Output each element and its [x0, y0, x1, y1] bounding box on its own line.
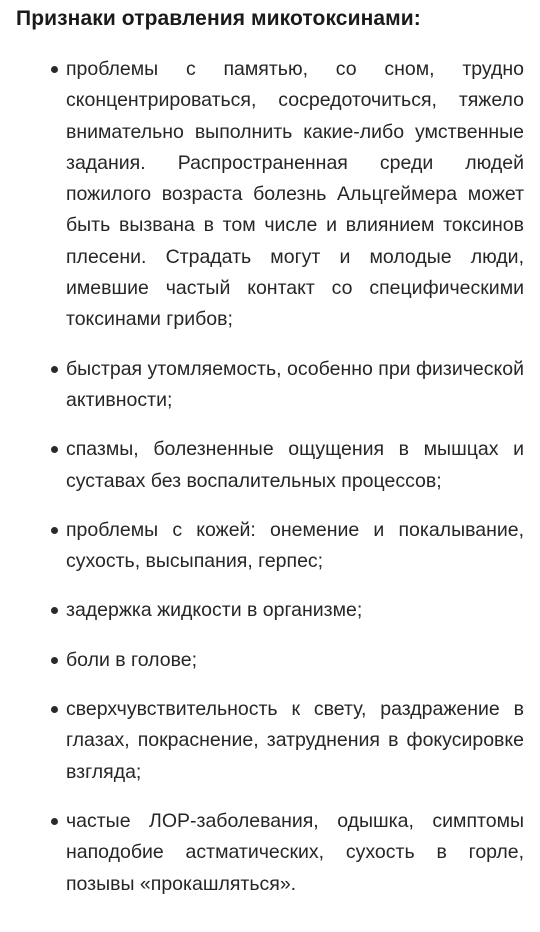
list-item: [16, 354, 524, 417]
list-item: [16, 434, 524, 497]
list-item-text: задержка жидкости в организме;: [66, 599, 363, 622]
list-item-text: сверхчувствительность к свету, раздражение в глазах, покраснение, затруднения в фокусировке взгляда;: [66, 698, 524, 783]
list-item-text: спазмы, болезненные ощущения в мышцах и суставах без воспалительных процессов;: [66, 438, 524, 492]
bullet-icon: [51, 607, 58, 614]
bullet-icon: [51, 366, 58, 373]
bullet-icon: [51, 657, 58, 664]
bullet-icon: [51, 818, 58, 825]
symptom-list: [16, 54, 524, 900]
list-item-text: проблемы с кожей: онемение и покалывание, сухость, высыпания, герпес;: [66, 518, 524, 573]
bullet-icon: [51, 706, 58, 713]
bullet-icon: [51, 66, 58, 73]
list-item: [16, 694, 524, 788]
list-item: [16, 645, 524, 676]
list-item-text: быстрая утомляемость, особенно при физической активности;: [66, 357, 524, 411]
list-item: [16, 595, 524, 626]
list-item-text: проблемы с памятью, со сном, трудно сконцентрироваться, сосредоточиться, тяжело внимательно выполнить какие-либо умственные задания. Распространенная среди людей пожилого возраста болезнь Альцгеймера может быть вызвана в том числе и влиянием токсинов плесени. Страдать могут и молодые люди, имевшие частый контакт со специфическими токсинами грибов;: [66, 58, 524, 331]
list-item-text: частые ЛОР-заболевания, одышка, симптомы наподобие астматических, сухость в горле, позывы «прокашляться».: [66, 809, 524, 895]
bullet-icon: [51, 446, 58, 453]
list-item: [16, 806, 524, 900]
list-item: [16, 515, 524, 578]
bullet-icon: [51, 527, 58, 534]
list-item: [16, 54, 524, 336]
page-title: Признаки отравления микотоксинами:: [16, 7, 421, 30]
list-item-text: боли в голове;: [66, 648, 197, 671]
